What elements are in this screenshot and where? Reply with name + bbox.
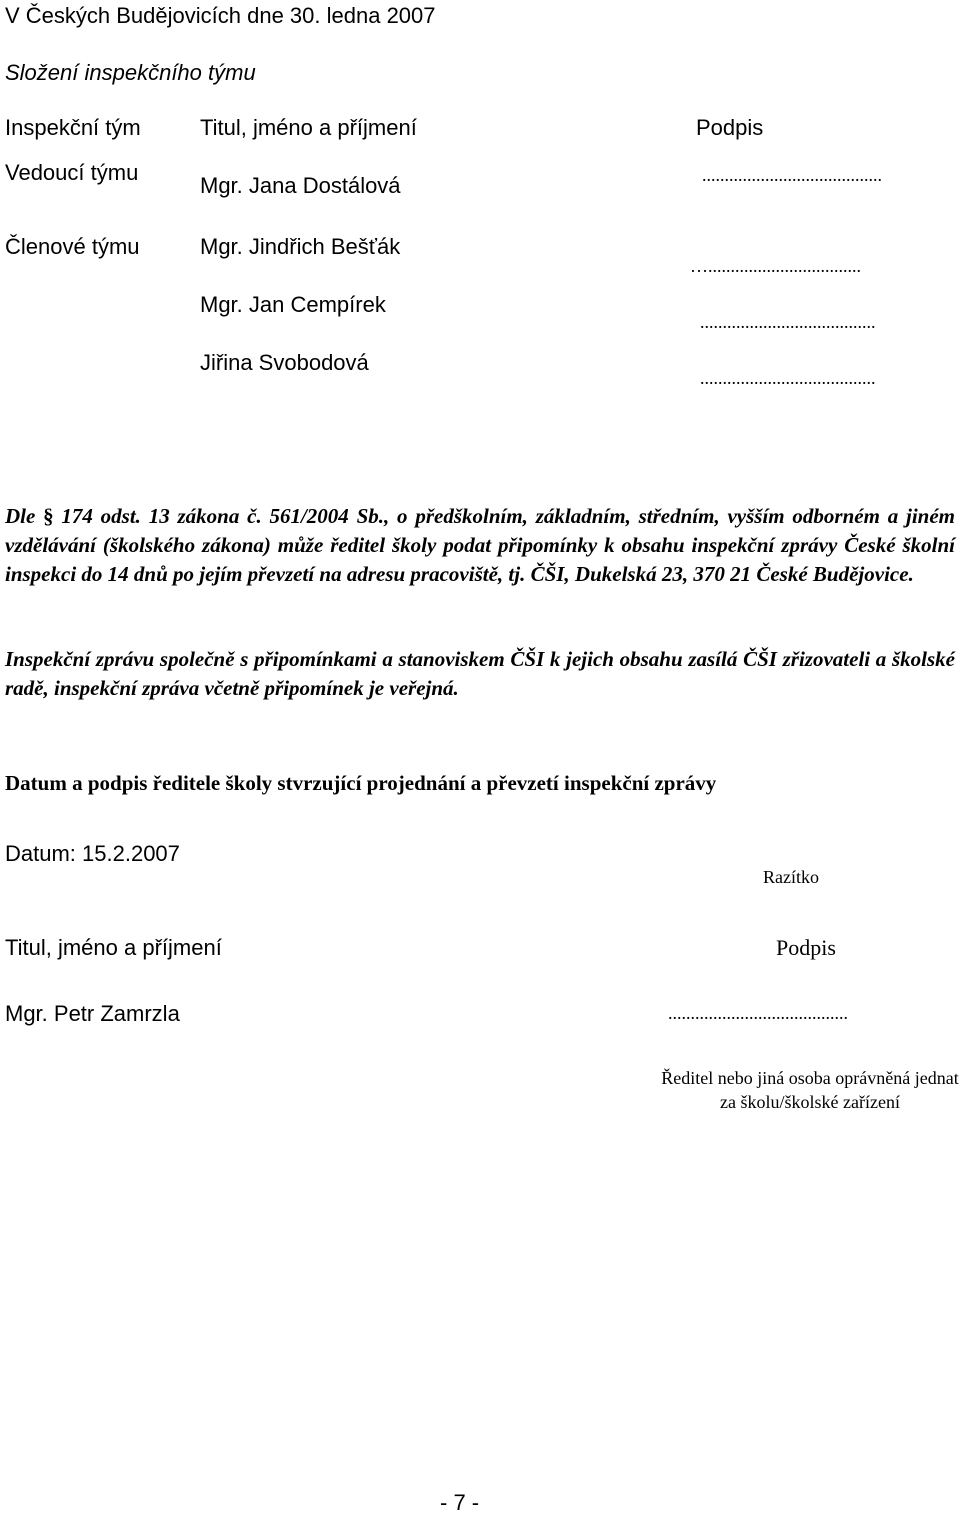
director-name-label: Titul, jméno a příjmení xyxy=(5,935,222,960)
leader-signature-line: ........................................ xyxy=(702,165,882,185)
section-symbol: § xyxy=(43,504,54,528)
leader-name: Mgr. Jana Dostálová xyxy=(200,173,401,198)
legal-paragraph xyxy=(5,502,955,589)
member-name: Jiřina Svobodová xyxy=(200,350,369,375)
member-signature-line: ….................................. xyxy=(690,256,861,276)
role-caption: Ředitel nebo jiná osoba oprávněná jednat za školu/školské zařízení xyxy=(661,1068,959,1112)
legal-paragraph-prefix: Dle xyxy=(5,504,44,528)
director-name: Mgr. Petr Zamrzla xyxy=(5,1001,180,1026)
members-label: Členové týmu xyxy=(5,234,140,259)
director-sign-label: Podpis xyxy=(776,935,836,960)
confirmation-date: Datum: 15.2.2007 xyxy=(5,841,180,866)
col-header-team: Inspekční tým xyxy=(5,115,141,140)
publicity-paragraph: Inspekční zprávu společně s připomínkami a stanoviskem ČŠI k jejich obsahu zasílá ČŠI zřizovateli a školské radě, inspekční zpráva včetně připomínek je veřejná. xyxy=(5,647,955,700)
team-heading: Složení inspekčního týmu xyxy=(5,60,256,85)
member-name: Mgr. Jindřich Bešťák xyxy=(200,234,401,259)
member-name: Mgr. Jan Cempírek xyxy=(200,292,386,317)
stamp-label: Razítko xyxy=(763,867,819,887)
director-signature-line: ........................................ xyxy=(668,1003,848,1023)
legal-paragraph-body: 174 odst. 13 zákona č. 561/2004 Sb., o předškolním, základním, středním, vyšším odborném a jiném vzdělávání (školského zákona) může ředitel školy podat připomínky k obsahu inspekční zprávy České školní inspekci do 14 dnů po jejím převzetí na adresu pracoviště, tj. ČŠI, Dukelská 23, 370 21 České Budějovice. xyxy=(5,504,955,586)
confirmation-heading: Datum a podpis ředitele školy stvrzující projednání a převzetí inspekční zprávy xyxy=(5,771,717,795)
leader-label: Vedoucí týmu xyxy=(5,160,139,185)
place-date: V Českých Budějovicích dne 30. ledna 2007 xyxy=(5,3,436,28)
col-header-sign: Podpis xyxy=(696,115,764,140)
member-signature-line: ....................................... xyxy=(700,312,876,332)
col-header-name: Titul, jméno a příjmení xyxy=(200,115,417,140)
member-signature-line: ....................................... xyxy=(700,368,876,388)
page-number: - 7 - xyxy=(440,1490,480,1515)
